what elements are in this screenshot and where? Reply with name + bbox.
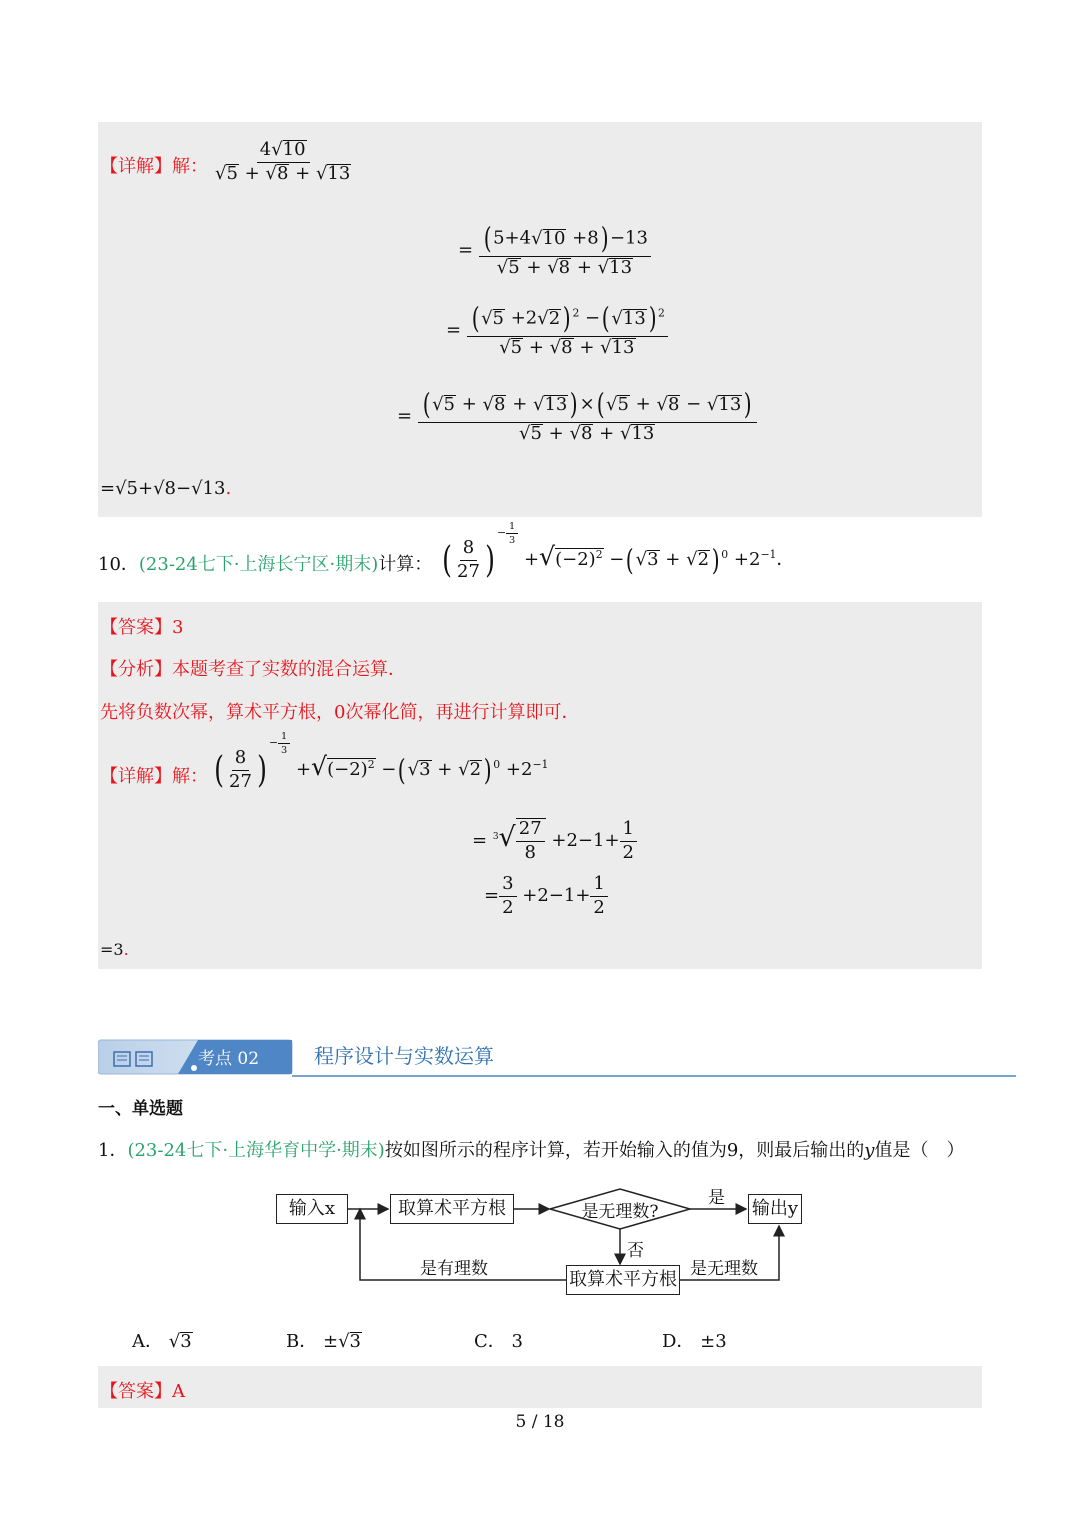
problem-number: 10． bbox=[98, 554, 139, 575]
section-tag: 考点 02 bbox=[198, 1049, 260, 1069]
problem-source: (23-24七下·上海长宁区·期末) bbox=[138, 554, 379, 575]
final-period: . bbox=[225, 478, 232, 499]
answer-10-line bbox=[100, 613, 183, 639]
option-c-value: 3 bbox=[511, 1331, 523, 1352]
answer-10-expression: ( $\frac{8}{27}$ )$^{- \frac{1}{3}}$ $+√(-2)^2 -(√3 + √2)$ $^0 +2^{-1}$ bbox=[214, 730, 549, 792]
jie-label: 解： bbox=[172, 766, 208, 787]
problem-10-expression: ( $\frac{8}{27}$ )$^{- \frac{1}{3}}$ $+√(-2)^2 -(√3 + √2)$ $^0 +2^{-1}$． bbox=[442, 520, 795, 582]
question-1 bbox=[98, 1136, 964, 1162]
rational-label: 是有理数 bbox=[420, 1259, 488, 1279]
page-number: 5 / 18 bbox=[515, 1412, 565, 1432]
question-var: y bbox=[864, 1140, 875, 1161]
answer-1-panel bbox=[98, 1366, 982, 1408]
analysis-line bbox=[100, 655, 406, 681]
solution-9-detail-label bbox=[100, 152, 208, 178]
option-b-prefix: ± bbox=[322, 1331, 339, 1352]
option-d-value: ±3 bbox=[700, 1331, 727, 1352]
problem-end: ． bbox=[776, 549, 795, 571]
yes-label: 是 bbox=[708, 1188, 725, 1208]
output-box: 输出y bbox=[748, 1194, 802, 1224]
question-number: 1． bbox=[98, 1140, 128, 1161]
problem-10 bbox=[98, 550, 432, 576]
option-d-label: D． bbox=[662, 1331, 695, 1352]
question-source: (23-24七下·上海华育中学·期末) bbox=[127, 1140, 385, 1161]
heading-single-choice: 一、单选题 bbox=[98, 1099, 183, 1119]
option-c bbox=[474, 1327, 523, 1353]
section-header bbox=[98, 1038, 1018, 1078]
detail-tag: 【详解】 bbox=[100, 156, 172, 177]
result-period: . bbox=[123, 940, 129, 959]
section-title: 程序设计与实数运算 bbox=[314, 1044, 494, 1068]
solution-9-step-3: = $\frac{(√5 + √8 + √13)\times(√5 + √8 - √13)}{√5 + √8 + √13}$ bbox=[397, 388, 757, 445]
solution-9-expression: $\frac{4√10}{√5 + √8 + √13}$ bbox=[215, 139, 351, 184]
solution-9-step-2: = $\frac{(√5 +2√2) ^2 -(√13) ^2}{√5 + √8 + √13}$ bbox=[446, 302, 668, 359]
analysis-line-2: 先将负数次幂，算术平方根，0次幂化简，再进行计算即可． bbox=[100, 702, 580, 723]
question-text: 按如图所示的程序计算，若开始输入的值为9，则最后输出的 bbox=[384, 1140, 865, 1161]
jie-label: 解： bbox=[172, 156, 208, 177]
option-a: A． √3 bbox=[132, 1331, 192, 1352]
answer-tag: 【答案】 bbox=[100, 617, 172, 638]
answer-10-step-2: = $\frac{3}{2}$ +2−1+ $\frac{1}{2}$ bbox=[484, 874, 608, 918]
answer-10-detail-label bbox=[100, 762, 208, 788]
answer-10-result bbox=[100, 940, 129, 959]
answer-10-step-1: = $^3$√ $\frac{27}{8}$ +2−1+ $\frac{1}{2}$ bbox=[472, 818, 637, 863]
flowchart bbox=[270, 1180, 810, 1295]
analysis-tag: 【分析】 bbox=[100, 659, 172, 680]
solution-9-step-1: = $\frac{(5+4√10 +8)-13}{√5 + √8 + √13}$ bbox=[458, 222, 651, 279]
sqrt-box-1: 取算术平方根 bbox=[390, 1194, 514, 1224]
irrational-label: 是无理数 bbox=[690, 1259, 758, 1279]
answer-value: A bbox=[172, 1381, 185, 1402]
decision-label: 是无理数? bbox=[581, 1202, 659, 1222]
analysis-text: 本题考查了实数的混合运算． bbox=[172, 659, 406, 680]
option-b: B． ±√3 bbox=[286, 1331, 361, 1352]
solution-9-final bbox=[100, 478, 231, 499]
sqrt-box-2: 取算术平方根 bbox=[566, 1265, 680, 1295]
problem-prompt: 计算： bbox=[378, 554, 433, 575]
question-text-2: 值是（ ） bbox=[874, 1140, 965, 1161]
answer-1-line bbox=[100, 1377, 185, 1403]
input-box: 输入x bbox=[276, 1194, 348, 1224]
option-c-label: C． bbox=[474, 1331, 506, 1352]
result: =3 bbox=[100, 940, 124, 959]
no-label: 否 bbox=[627, 1241, 644, 1261]
option-b-label: B． bbox=[286, 1331, 318, 1352]
final-line: =√5+√8−√13 bbox=[100, 478, 226, 499]
option-a-label: A． bbox=[132, 1331, 163, 1352]
detail-tag: 【详解】 bbox=[100, 766, 172, 787]
answer-value: 3 bbox=[172, 617, 184, 638]
answer-tag: 【答案】 bbox=[100, 1381, 172, 1402]
option-d bbox=[662, 1327, 727, 1353]
